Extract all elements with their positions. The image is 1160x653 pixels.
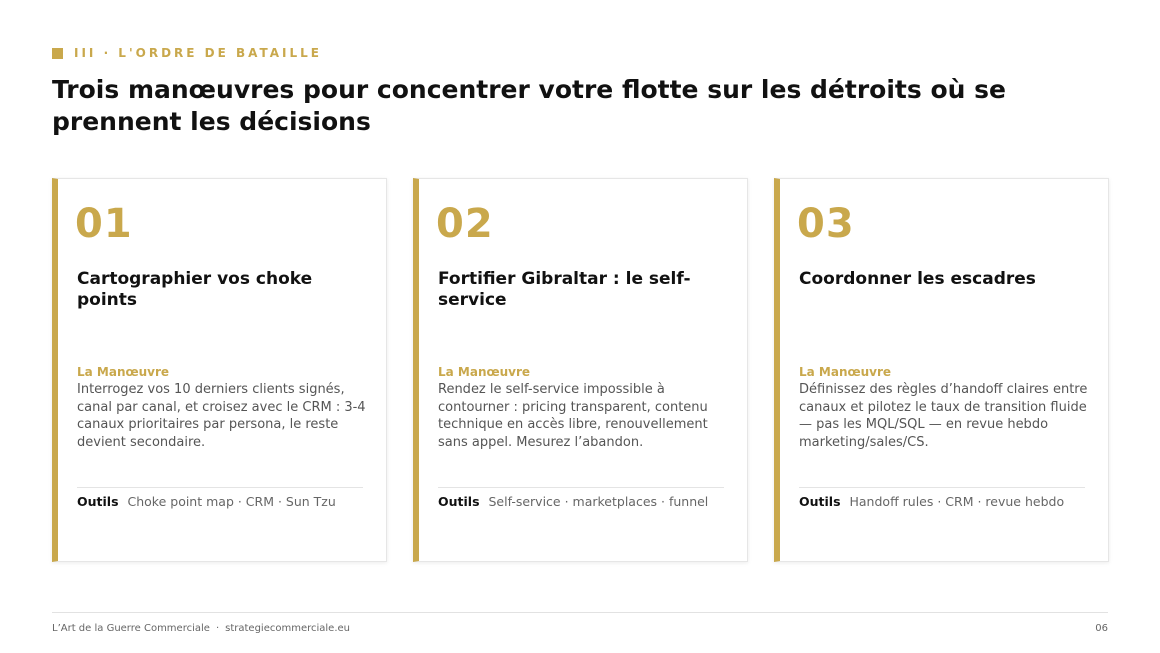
maneuver-card-2 [413,178,748,562]
card-tools [438,494,708,510]
card-label: La Manœuvre [77,365,170,379]
section-eyebrow [52,46,322,60]
maneuver-card-1 [52,178,387,562]
card-divider [438,487,724,488]
footer-brand: L’Art de la Guerre Commerciale [52,623,210,634]
tools-label: Outils [438,494,480,509]
card-body: Rendez le self-service impossible à contourner : pricing transparent, contenu technique en accès libre, renouvellement sans appel. Mesurez l’abandon. [438,382,708,450]
page-title: Trois manœuvres pour concentrer votre flotte sur les détroits où se prennent les décisions [52,75,1006,136]
footer-separator: · [215,623,220,634]
maneuver-cards [52,178,1109,562]
eyebrow-label: III · L'ORDRE DE BATAILLE [74,46,322,60]
footer-site: strategiecommerciale.eu [225,623,350,634]
card-title: Fortifier Gibraltar : le self-service [438,269,691,310]
card-title: Cartographier vos choke points [77,269,313,310]
card-divider [77,487,363,488]
card-tools [77,494,336,510]
footer-divider [52,612,1108,613]
page-number: 06 [1095,623,1108,634]
tools-label: Outils [799,494,841,509]
card-body: Interrogez vos 10 derniers clients signés, canal par canal, et croisez avec le CRM : 3-4 canaux prioritaires par persona, le reste devient secondaire. [77,382,366,450]
card-number: 01 [75,201,133,247]
card-divider [799,487,1085,488]
tools-value: Self-service · marketplaces · funnel [488,494,709,509]
tools-value: Handoff rules · CRM · revue hebdo [849,494,1065,509]
card-body: Définissez des règles d’handoff claires entre canaux et pilotez le taux de transition fluide — pas les MQL/SQL — en revue hebdo marketing/sales/CS. [799,382,1088,450]
tools-label: Outils [77,494,119,509]
footer-credits [52,623,350,634]
card-label: La Manœuvre [799,365,892,379]
card-number: 03 [797,201,855,247]
tools-value: Choke point map · CRM · Sun Tzu [127,494,336,509]
card-tools [799,494,1064,510]
square-bullet-icon [52,48,63,59]
card-number: 02 [436,201,494,247]
card-title: Coordonner les escadres [799,269,1036,289]
card-label: La Manœuvre [438,365,531,379]
maneuver-card-3 [774,178,1109,562]
